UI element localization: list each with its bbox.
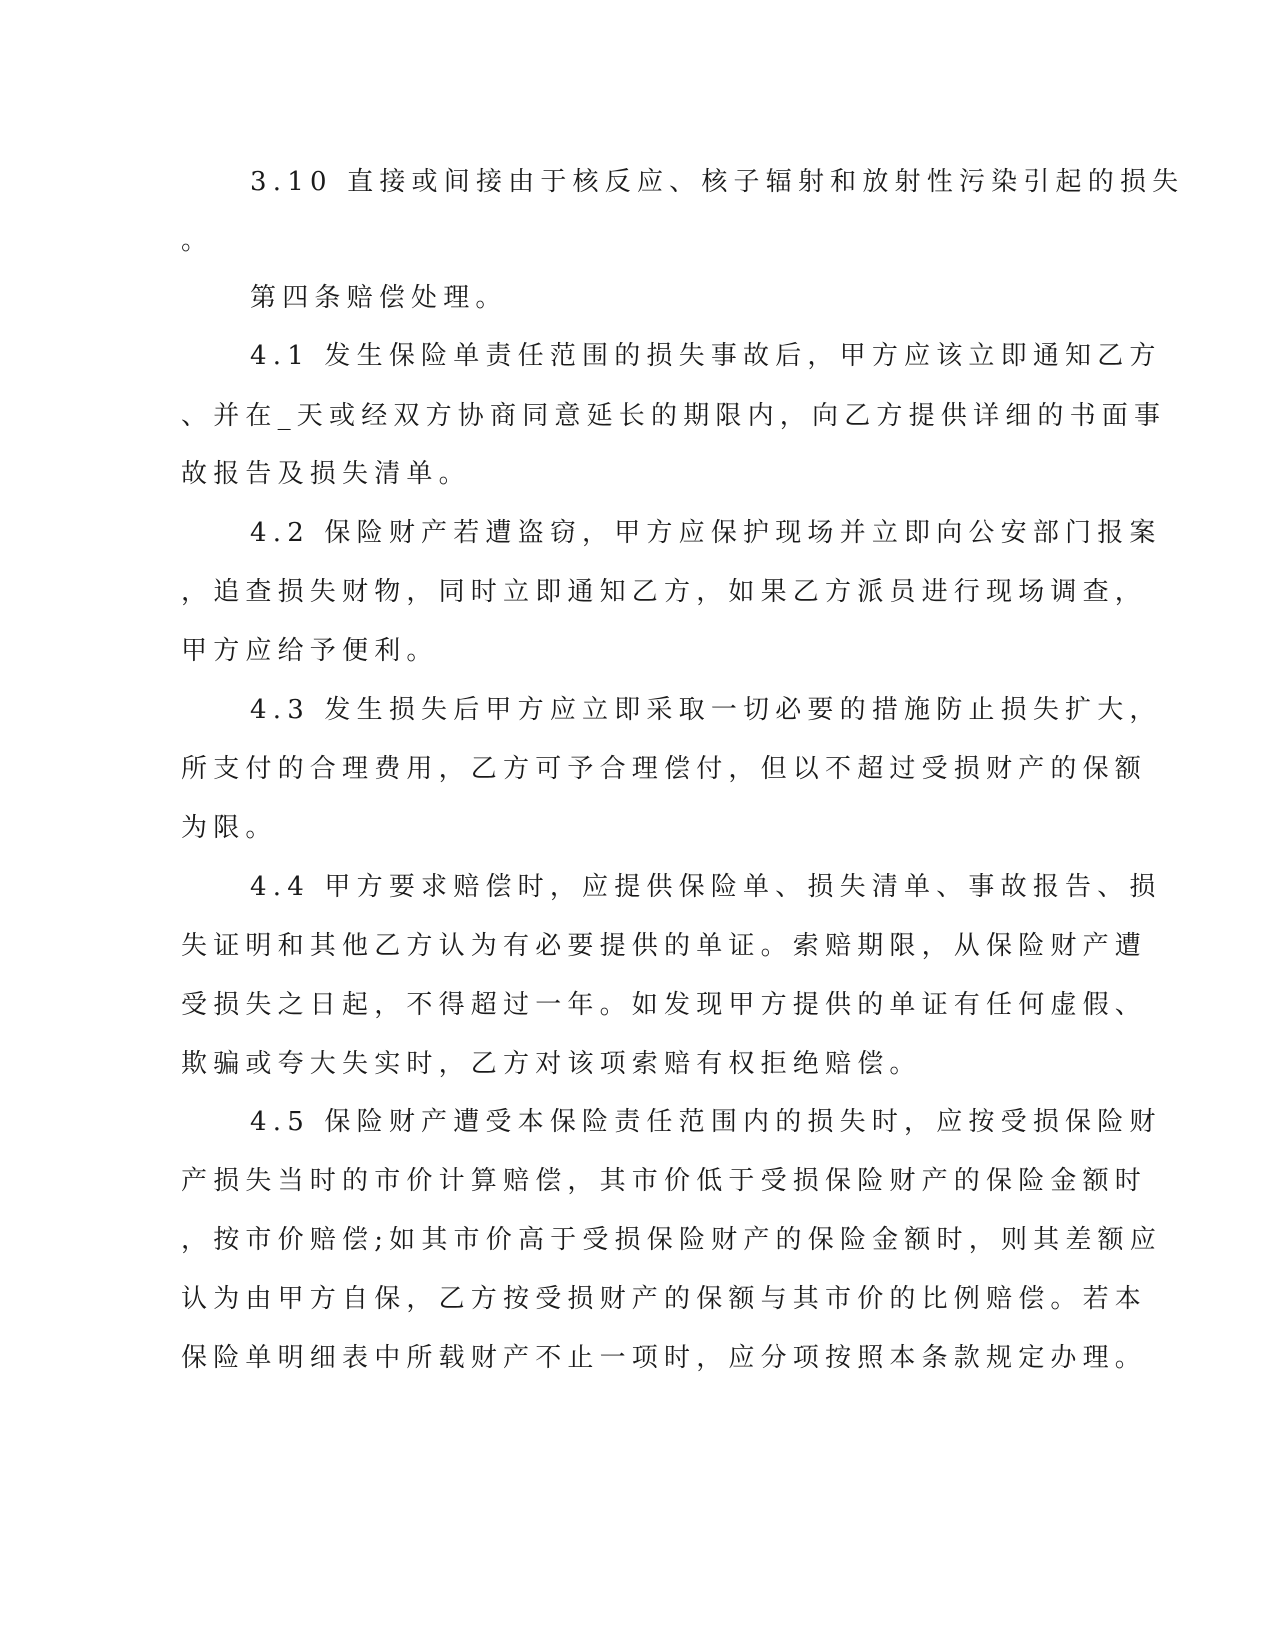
text-line: 。 — [181, 226, 214, 256]
text-line: 产损失当时的市价计算赔偿，其市价低于受损保险财产的保险金额时 — [181, 1166, 1148, 1196]
text-line: 欺骗或夸大失实时，乙方对该项索赔有权拒绝赔偿。 — [181, 1049, 922, 1079]
text-line-clause-4-5: 4.5 保险财产遭受本保险责任范围内的损失时，应按受损保险财 — [250, 1107, 1162, 1137]
article-heading: 第四条赔偿处理。 — [250, 283, 508, 313]
text-line: 为限。 — [181, 813, 278, 843]
text-line: 所支付的合理费用，乙方可予合理偿付，但以不超过受损财产的保额 — [181, 754, 1148, 784]
text-line-clause-3-10: 3.10 直接或间接由于核反应、核子辐射和放射性污染引起的损失 — [250, 167, 1185, 197]
text-line: 保险单明细表中所载财产不止一项时，应分项按照本条款规定办理。 — [181, 1343, 1148, 1373]
text-line: ，追查损失财物，同时立即通知乙方，如果乙方派员进行现场调查， — [181, 577, 1148, 607]
text-line-clause-4-2: 4.2 保险财产若遭盗窃，甲方应保护现场并立即向公安部门报案 — [250, 518, 1162, 548]
text-line: 甲方应给予便利。 — [181, 636, 439, 666]
text-line: 失证明和其他乙方认为有必要提供的单证。索赔期限，从保险财产遭 — [181, 931, 1148, 961]
text-line: 受损失之日起，不得超过一年。如发现甲方提供的单证有任何虚假、 — [181, 990, 1148, 1020]
text-line-clause-4-3: 4.3 发生损失后甲方应立即采取一切必要的措施防止损失扩大， — [250, 695, 1162, 725]
text-line-clause-4-4: 4.4 甲方要求赔偿时，应提供保险单、损失清单、事故报告、损 — [250, 872, 1162, 902]
text-line: ，按市价赔偿;如其市价高于受损保险财产的保险金额时，则其差额应 — [181, 1225, 1162, 1255]
text-line: 认为由甲方自保，乙方按受损财产的保额与其市价的比例赔偿。若本 — [181, 1284, 1148, 1314]
text-line: 故报告及损失清单。 — [181, 459, 471, 489]
text-line-clause-4-1: 4.1 发生保险单责任范围的损失事故后，甲方应该立即通知乙方 — [250, 341, 1162, 371]
text-line: 、并在_天或经双方协商同意延长的期限内，向乙方提供详细的书面事 — [181, 401, 1167, 431]
